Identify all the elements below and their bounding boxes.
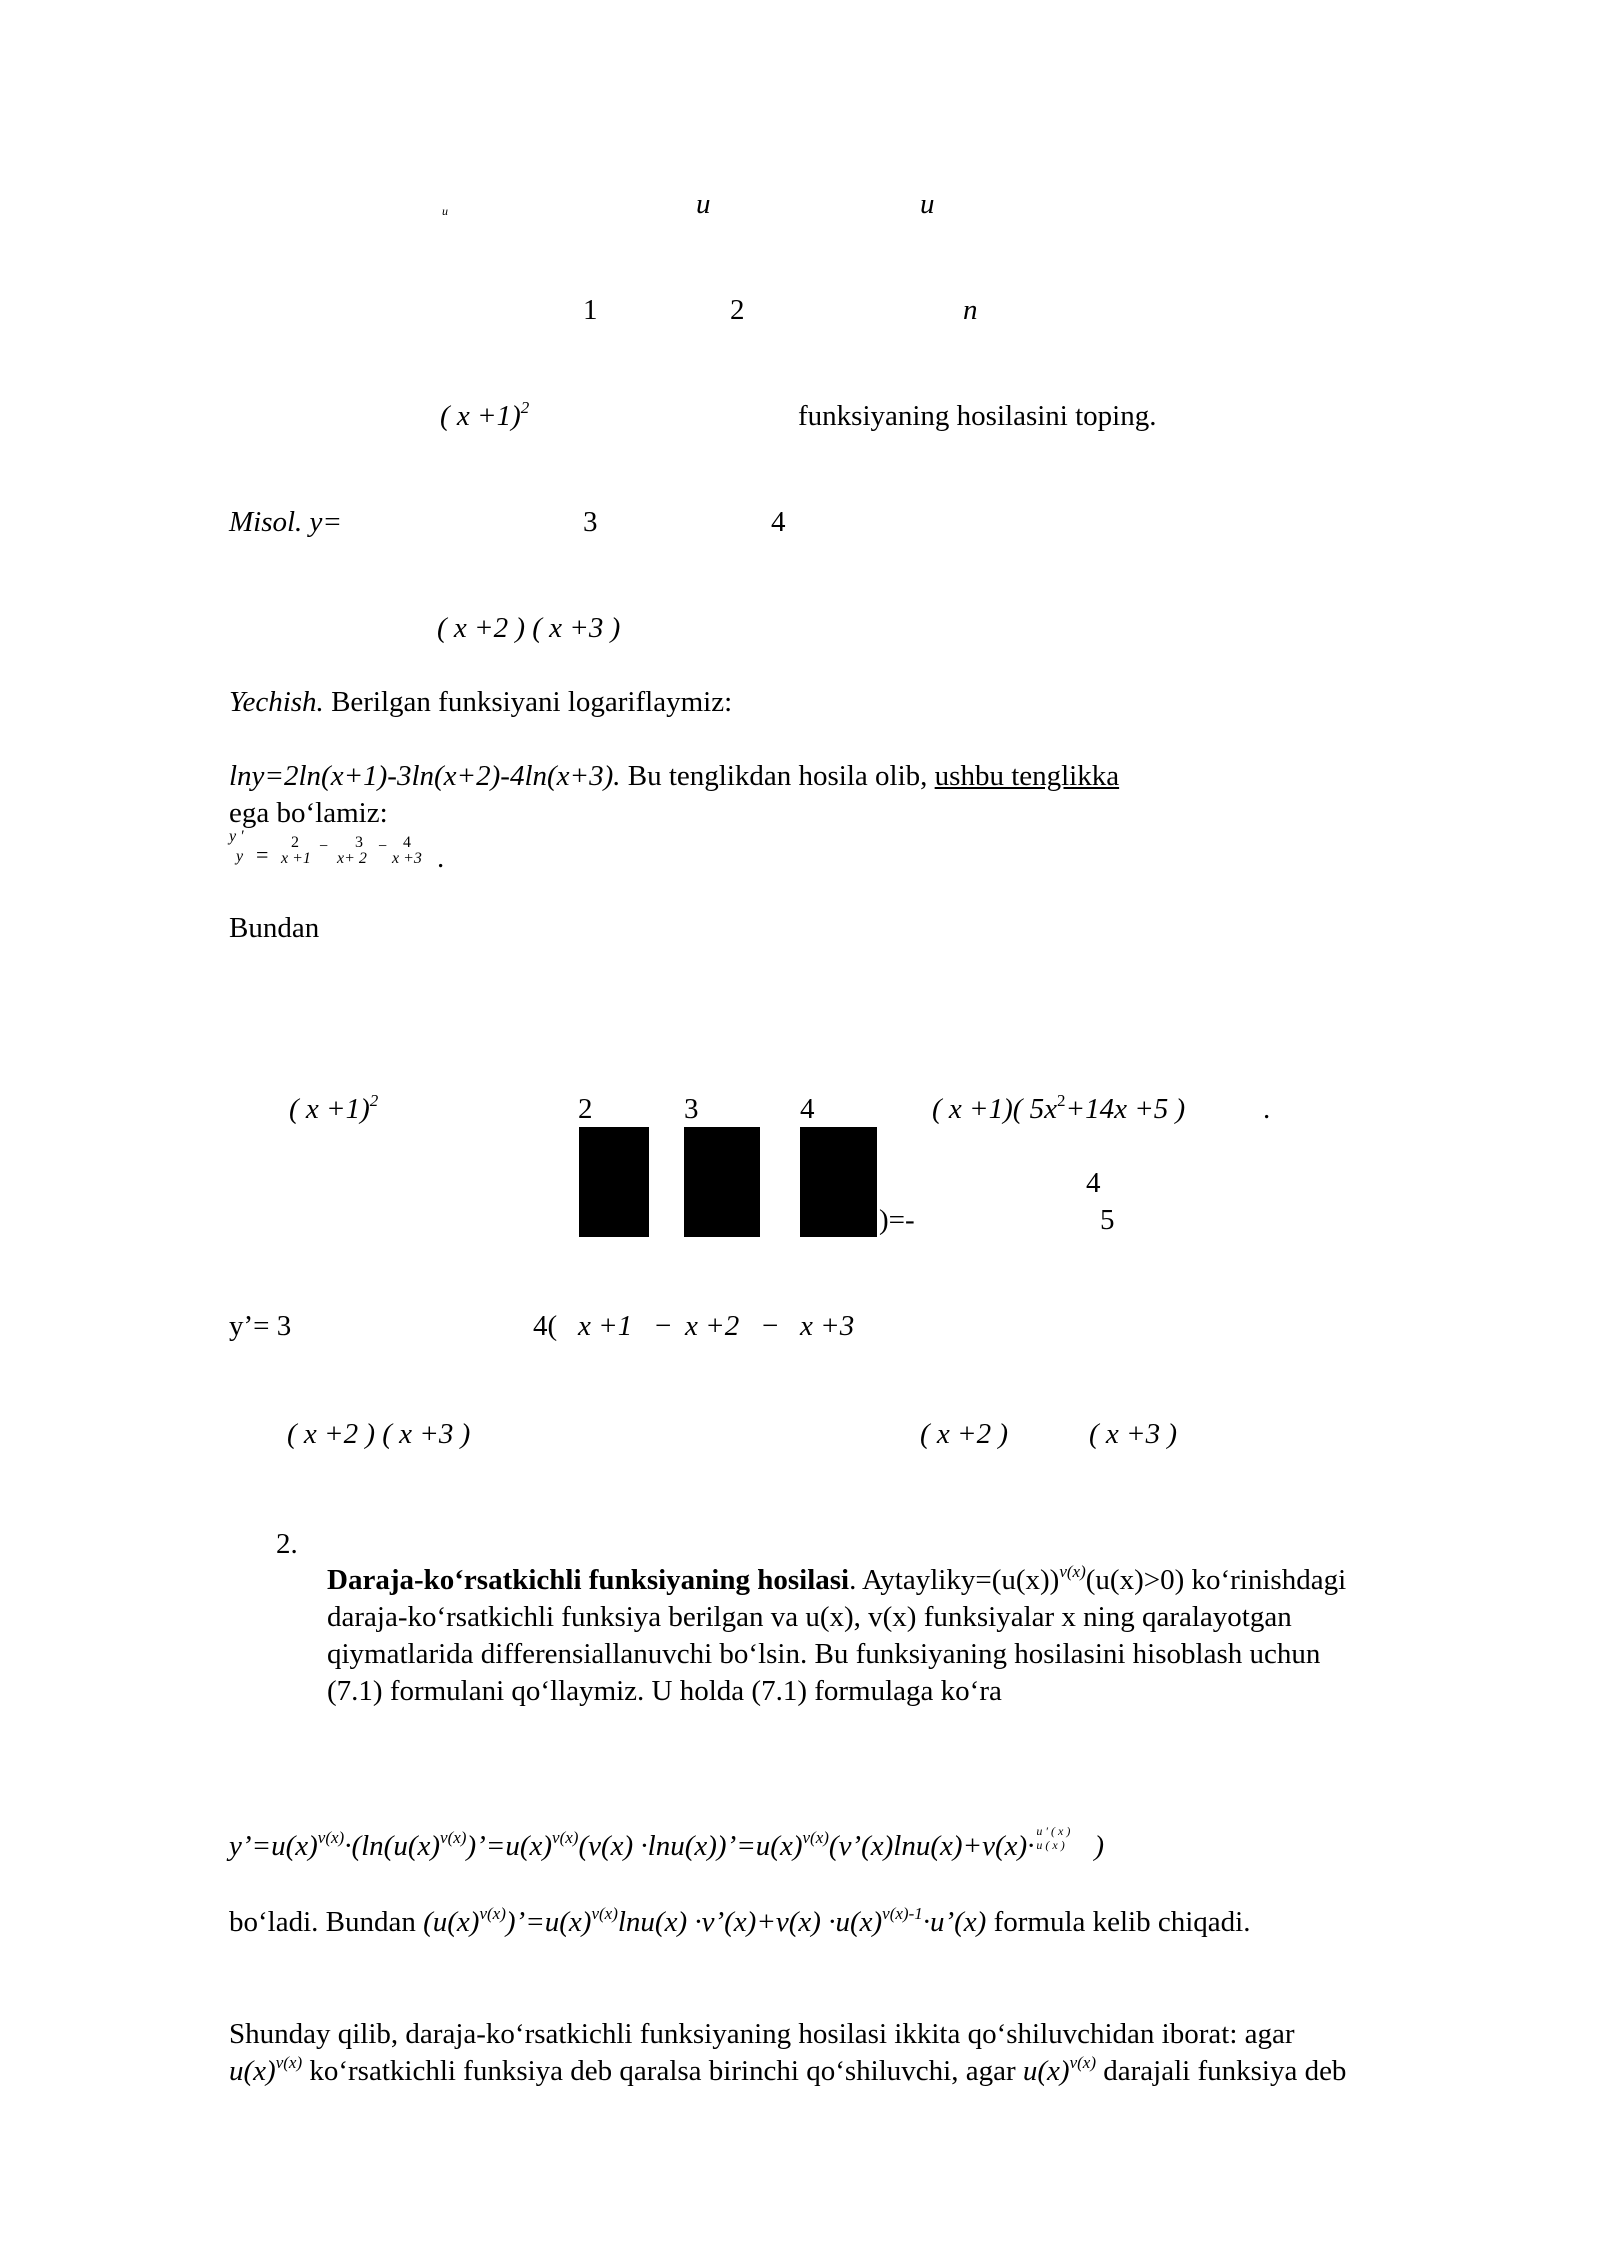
small-formula-y: y: [236, 848, 244, 865]
section-line-2: daraja-ko‘rsatkichli funksiya berilgan va u(x), v(x) funksiyalar x ning qaralayotgan: [327, 1601, 1292, 1633]
formula-y-derivative: $y’=u(x)^{v(x)}\cdot(\ln(u(x)^{v(x)})’=u(x)^{v(x)}(v(x)$ $\cdot\ln u(x))’=u(x)^{v(x)}(v’(x)\ln u(x)+v(x)\cdot$ u ′ ( x ) u ( x ) ): [229, 1824, 1105, 1862]
example-exp-3: 3: [583, 506, 598, 538]
small-formula-minus2: −: [378, 838, 388, 855]
example-exp-4: 4: [771, 506, 786, 538]
small-formula-x2: x+ 2: [337, 850, 367, 867]
small-formula-3: 3: [355, 834, 363, 851]
big-den-r1: ( x +2 ): [920, 1418, 1009, 1450]
example-label: Misol. y=: [229, 506, 342, 538]
small-formula-2: 2: [291, 834, 299, 851]
big-minus1: −: [655, 1310, 672, 1342]
big-coef-3: 3: [684, 1093, 699, 1125]
solution-line: Yechish. Berilgan funksiyani logariflaymiz:: [229, 686, 733, 718]
big-dot: .: [1263, 1093, 1271, 1125]
big-d3: x +3: [800, 1310, 855, 1342]
big-d1: x +1: [578, 1310, 633, 1342]
big-r5: 5: [1100, 1204, 1115, 1236]
ega-bolamiz-line: ega bo‘lamiz:: [229, 797, 388, 829]
example-numerator: ( x +1)$^2$: [440, 398, 530, 432]
small-formula-x3: x +3: [392, 850, 422, 867]
example-denominator: ( x +2 ) ( x +3 ): [437, 612, 621, 644]
small-formula: y ′: [229, 828, 244, 845]
small-formula-4: 4: [403, 834, 411, 851]
ln-formula-line: lny=2ln(x+1)-3ln(x+2)-4ln(x+3). Bu tenglikdan hosila olib, ushbu tenglikka: [229, 760, 1120, 792]
section-line-4: (7.1) formulani qo‘llaymiz. U holda (7.1) formulaga ko‘ra: [327, 1675, 1002, 1707]
big-den-left: ( x +2 ) ( x +3 ): [287, 1418, 471, 1450]
final-line-2: $u(x)^{v(x)}$ ko‘rsatkichli funksiya deb qaralsa birinchi qo‘shiluvchi, agar $u(x)^{v(x)}$ darajali funksiya deb: [229, 2053, 1347, 2087]
redaction-block-2: [684, 1127, 760, 1237]
section-heading-line: Daraja-ko‘rsatkichli funksiyaning hosilasi. $Aytayliky=(u(x))^{v(x)}(u(x)>0)$ ko‘rinishdagi: [327, 1562, 1347, 1596]
u-small-symbol: u: [442, 204, 448, 218]
big-coef-2: 2: [578, 1093, 593, 1125]
big-d2: x +2: [685, 1310, 740, 1342]
index-n: n: [963, 294, 978, 326]
index-2: 2: [730, 294, 745, 326]
u-symbol-2: u: [920, 188, 935, 220]
small-formula-x1: x +1: [281, 850, 311, 867]
y-prime-label: y’= 3: [229, 1310, 292, 1342]
section-line-3: qiymatlarida differensiallanuvchi bo‘lsin. Bu funksiyaning hosilasini hisoblash uchun: [327, 1638, 1321, 1670]
example-task: funksiyaning hosilasini toping.: [798, 400, 1157, 432]
bundan-label: Bundan: [229, 912, 320, 944]
big-num-left: ( x +1)$^2$: [289, 1091, 379, 1125]
section-number: 2.: [276, 1528, 298, 1560]
big-num-right: ( x +1)( $5x^2+14x +5$ ): [932, 1091, 1186, 1125]
big-mid: 4(: [533, 1310, 558, 1342]
big-close: )=-: [879, 1204, 915, 1236]
small-formula-dot: .: [437, 842, 445, 874]
final-line-1: Shunday qilib, daraja-ko‘rsatkichli funksiyaning hosilasi ikkita qo‘shiluvchidan iborat: agar: [229, 2018, 1295, 2050]
big-r4: 4: [1086, 1167, 1101, 1199]
big-den-r2: ( x +3 ): [1089, 1418, 1178, 1450]
index-1: 1: [583, 294, 598, 326]
formula-power-derivative: bo‘ladi. Bundan $(u(x)^{v(x)})’=u(x)^{v(x)}\ln u(x)$ ·v’(x)+v(x) $\cdot u(x)^{v(x)-1}\cdot u’(x)$ formula kelib chiqadi.: [229, 1904, 1251, 1938]
u-symbol-1: u: [696, 188, 711, 220]
small-formula-eq: =: [256, 842, 269, 867]
redaction-block-3: [800, 1127, 877, 1237]
big-coef-4: 4: [800, 1093, 815, 1125]
redaction-block-1: [579, 1127, 649, 1237]
big-minus2: −: [762, 1310, 779, 1342]
small-formula-minus1: −: [319, 838, 329, 855]
